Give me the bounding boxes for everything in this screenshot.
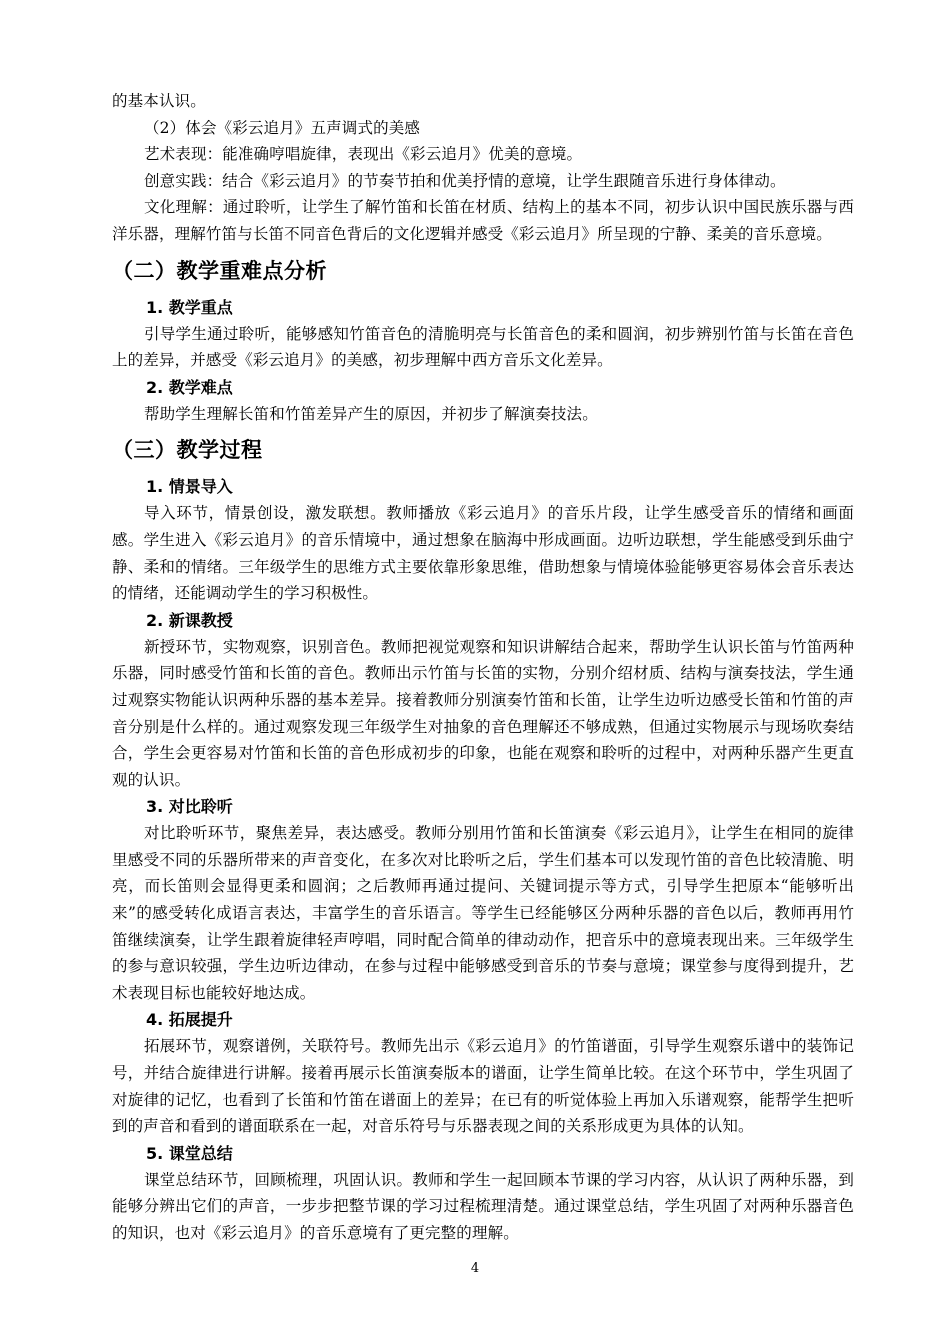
paragraph-continuation: 的基本认识。 <box>112 92 206 110</box>
scene-introduction-text: 导入环节，情景创设，激发联想。教师播放《彩云追月》的音乐片段，让学生感受音乐的情绪和画面感。学生进入《彩云追月》的音乐情境中，通过想象在脑海中形成画面。边听边联想，学生能感受到乐曲宁静、柔和的情绪。三年级学生的思维方式主要依靠形象思维，借助想象与情境体验能够更容易体会音乐表达的情绪，还能调动学生的学习积极性。 <box>112 504 854 603</box>
subheading-comparative-listening: 3. 对比聆听 <box>146 797 233 817</box>
section-heading-key-points: （二）教学重难点分析 <box>112 258 327 283</box>
section-heading-teaching-process: （三）教学过程 <box>112 438 263 463</box>
teaching-difficulty-text: 帮助学生理解长笛和竹笛差异产生的原因，并初步了解演奏技法。 <box>144 404 598 423</box>
page-number: 4 <box>470 1261 480 1276</box>
subheading-extension: 4. 拓展提升 <box>146 1010 233 1030</box>
comparative-listening-text: 对比聆听环节，聚焦差异，表达感受。教师分别用竹笛和长笛演奏《彩云追月》，让学生在相同的旋律里感受不同的乐器所带来的声音变化，在多次对比聆听之后，学生们基本可以发现竹笛的音色比较清脆、明亮，而长笛则会显得更柔和圆润；之后教师再通过提问、关键词提示等方式，引导学生把原本“能够听出来”的感受转化成语言表达，丰富学生的音乐语言。等学生已经能够区分两种乐器的音色以后，教师再用竹笛继续演奏，让学生跟着旋律轻声哼唱，同时配合简单的律动动作，把音乐中的意境表现出来。三年级学生的参与意识较强，学生边听边律动，在参与过程中能够感受到音乐的节奏与意境；课堂参与度得到提升，艺术表现目标也能较好地达成。 <box>112 824 854 1002</box>
new-lesson-text: 新授环节，实物观察，识别音色。教师把视觉观察和知识讲解结合起来，帮助学生认识长笛与竹笛两种乐器，同时感受竹笛和长笛的音色。教师出示竹笛与长笛的实物，分别介绍材质、结构与演奏技法，学生通过观察实物能认识两种乐器的基本差异。接着教师分别演奏竹笛和长笛，让学生边听边感受长笛和竹笛的声音分别是什么样的。通过观察发现三年级学生对抽象的音色理解还不够成熟，但通过实物展示与现场吹奏结合，学生会更容易对竹笛和长笛的音色形成初步的印象，也能在观察和聆听的过程中，对两种乐器产生更直观的认识。 <box>112 637 854 789</box>
objective-creative-practice: 创意实践：结合《彩云追月》的节奏节拍和优美抒情的意境，让学生跟随音乐进行身体律动。 <box>144 171 786 190</box>
class-summary-text: 课堂总结环节，回顾梳理，巩固认识。教师和学生一起回顾本节课的学习内容，从认识了两种乐器，到能够分辨出它们的声音，一步步把整节课的学习过程梳理清楚。通过课堂总结，学生巩固了对两种乐器音色的知识，也对《彩云追月》的音乐意境有了更完整的理解。 <box>112 1170 854 1242</box>
subheading-scene-introduction: 1. 情景导入 <box>146 477 233 497</box>
objective-sub-item: （2）体会《彩云追月》五声调式的美感 <box>144 118 421 137</box>
page-content <box>112 88 854 1247</box>
subheading-teaching-focus: 1. 教学重点 <box>146 297 233 317</box>
extension-text: 拓展环节，观察谱例，关联符号。教师先出示《彩云追月》的竹笛谱面，引导学生观察乐谱中的装饰记号，并结合旋律进行讲解。接着再展示长笛演奏版本的谱面，让学生简单比较。在这个环节中，学生巩固了对旋律的记忆，也看到了长笛和竹笛在谱面上的差异；在已有的听觉体验上再加入乐谱观察，能帮学生把听到的声音和看到的谱面联系在一起，对音乐符号与乐器表现之间的关系形成更为具体的认知。 <box>112 1037 854 1136</box>
objective-art-expression: 艺术表现：能准确哼唱旋律，表现出《彩云追月》优美的意境。 <box>144 145 583 164</box>
subheading-new-lesson: 2. 新课教授 <box>146 610 233 630</box>
subheading-teaching-difficulty: 2. 教学难点 <box>146 377 233 397</box>
objective-cultural-understanding: 文化理解：通过聆听，让学生了解竹笛和长笛在材质、结构上的基本不同，初步认识中国民族乐器与西洋乐器，理解竹笛与长笛不同音色背后的文化逻辑并感受《彩云追月》所呈现的宁静、柔美的音乐意境。 <box>112 198 854 243</box>
teaching-focus-text: 引导学生通过聆听，能够感知竹笛音色的清脆明亮与长笛音色的柔和圆润，初步辨别竹笛与长笛在音色上的差异，并感受《彩云追月》的美感，初步理解中西方音乐文化差异。 <box>112 324 854 370</box>
subheading-class-summary: 5. 课堂总结 <box>146 1143 233 1163</box>
